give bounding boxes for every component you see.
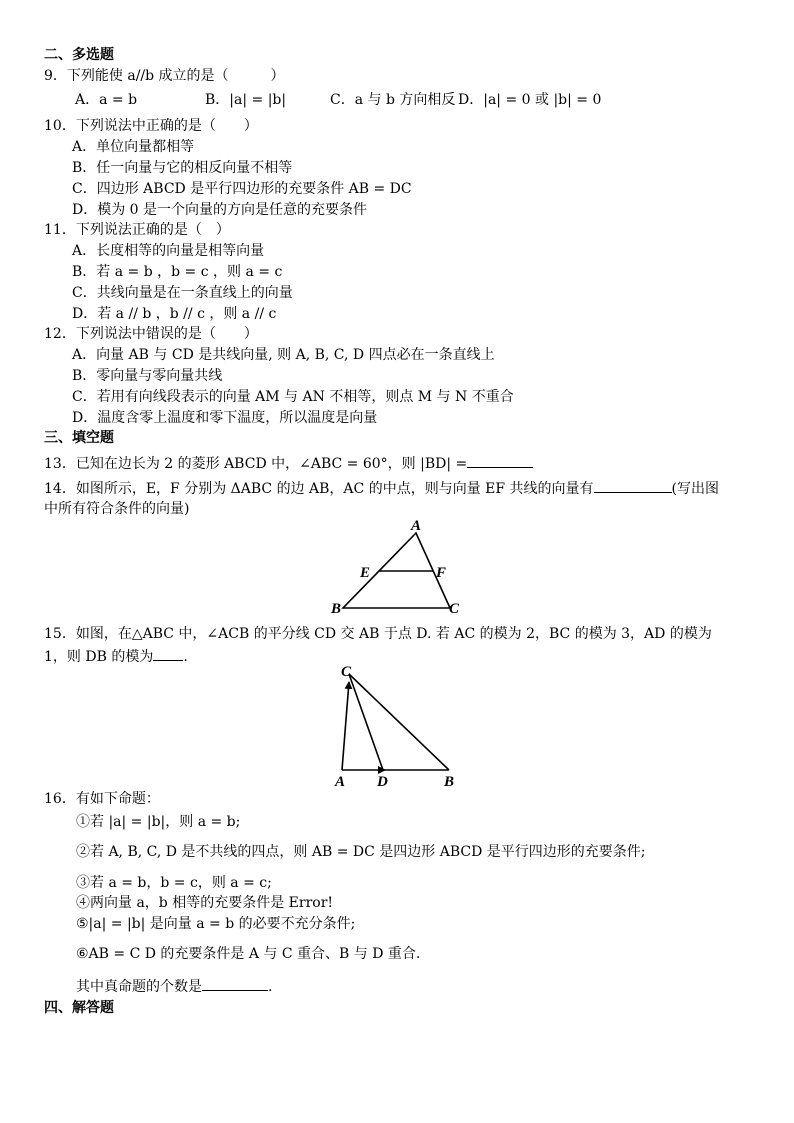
q14-text: 14．如图所示，E，F 分别为 ΔABC 的边 AB，AC 的中点，则与向量 EF 共线的向量有 [44, 481, 594, 497]
q13-answer-blank[interactable] [467, 453, 533, 468]
question-15-line1: 15．如图，在△ABC 中，∠ACB 的平分线 CD 交 AB 于点 D. 若 AC 的模为 2，BC 的模为 3，AD 的模为 [44, 626, 712, 642]
q16-closing [76, 976, 272, 997]
section-heading-multi: 二、多选题 [44, 47, 114, 63]
label-f: F [436, 565, 447, 581]
q16-item-6: ⑥AB = C D 的充要条件是 A 与 C 重合、B 与 D 重合. [76, 946, 421, 962]
section-heading-fill: 三、填空题 [44, 430, 114, 446]
q11-option-c: C．共线向量是在一条直线上的向量 [72, 285, 293, 301]
question-10-stem: 10．下列说法中正确的是（ ） [44, 118, 258, 134]
q14-answer-blank[interactable] [594, 478, 672, 493]
label-c: C [449, 601, 460, 617]
q11-option-b: B．若 a = b ，b = c ，则 a = c [72, 264, 283, 280]
q16-item-4: ④两向量 a，b 相等的充要条件是 Error! [76, 895, 334, 911]
side-cb [349, 674, 449, 770]
question-16-stem: 16．有如下命题： [44, 791, 160, 807]
q16-item-1: ①若 |a| = |b|，则 a = b; [76, 814, 241, 830]
question-12-stem: 12．下列说法中错误的是（ ） [44, 326, 258, 342]
q16-closing-end: . [268, 979, 273, 995]
q16-item-3: ③若 a = b，b = c，则 a = c; [76, 875, 272, 891]
question-14-line2: 中所有符合条件的向量) [44, 501, 190, 517]
q12-option-d: D．温度含零上温度和零下温度，所以温度是向量 [72, 410, 378, 426]
label-a: A [411, 518, 422, 534]
q13-text: 13．已知在边长为 2 的菱形 ABCD 中，∠ABC = 60°，则 |BD| = [44, 456, 468, 472]
label-a: A [335, 774, 346, 790]
q12-option-b: B．零向量与零向量共线 [72, 368, 223, 384]
label-b: B [331, 601, 342, 617]
question-11-stem: 11．下列说法正确的是（ ） [44, 222, 230, 238]
figure-14-triangle [325, 515, 475, 620]
q10-option-a: A．单位向量都相等 [72, 139, 195, 155]
bisector-cd [349, 674, 383, 770]
q10-option-d: D．模为 0 是一个向量的方向是任意的充要条件 [72, 202, 368, 218]
q11-option-a: A．长度相等的向量是相等向量 [72, 243, 265, 259]
q16-item-2: ②若 A, B, C, D 是不共线的四点，则 AB = DC 是四边形 ABCD 是平行四边形的充要条件; [76, 844, 646, 860]
vector-ac [342, 682, 349, 770]
q16-answer-blank[interactable] [202, 976, 268, 991]
q9-option-c: C．a 与 b 方向相反 [330, 92, 456, 108]
q16-closing-text: 其中真命题的个数是 [76, 979, 202, 995]
q16-item-5: ⑤|a| = |b| 是向量 a = b 的必要不充分条件; [76, 916, 356, 932]
q12-option-a: A．向量 AB 与 CD 是共线向量, 则 A, B, C, D 四点必在一条直线上 [72, 347, 495, 363]
label-e: E [360, 565, 371, 581]
q9-option-d: D．|a| = 0 或 |b| = 0 [458, 92, 602, 108]
label-c: C [341, 664, 352, 680]
q10-option-b: B．任一向量与它的相反向量不相等 [72, 160, 293, 176]
label-d: D [377, 774, 388, 790]
question-14-line1 [44, 478, 719, 499]
question-15-line2: 1，则 DB 的模为 . [44, 646, 188, 667]
q12-option-c: C．若用有向线段表示的向量 AM 与 AN 不相等，则点 M 与 N 不重合 [72, 389, 514, 405]
section-heading-answer: 四、解答题 [44, 1000, 114, 1016]
question-13 [44, 453, 533, 474]
q9-option-a: A．a = b [75, 92, 138, 108]
q15-text: 1，则 DB 的模为 [44, 649, 154, 665]
q15-answer-blank[interactable] [153, 646, 183, 661]
q11-option-d: D．若 a // b ，b // c ，则 a // c [72, 306, 277, 322]
q14-text-end: (写出图 [671, 481, 720, 497]
figure-15-triangle [325, 660, 475, 790]
question-9-stem: 9．下列能使 a//b 成立的是（ ） [44, 68, 285, 84]
label-b: B [444, 774, 455, 790]
q9-option-b: B．|a| = |b| [205, 92, 287, 108]
q10-option-c: C．四边形 ABCD 是平行四边形的充要条件 AB = DC [72, 181, 412, 197]
